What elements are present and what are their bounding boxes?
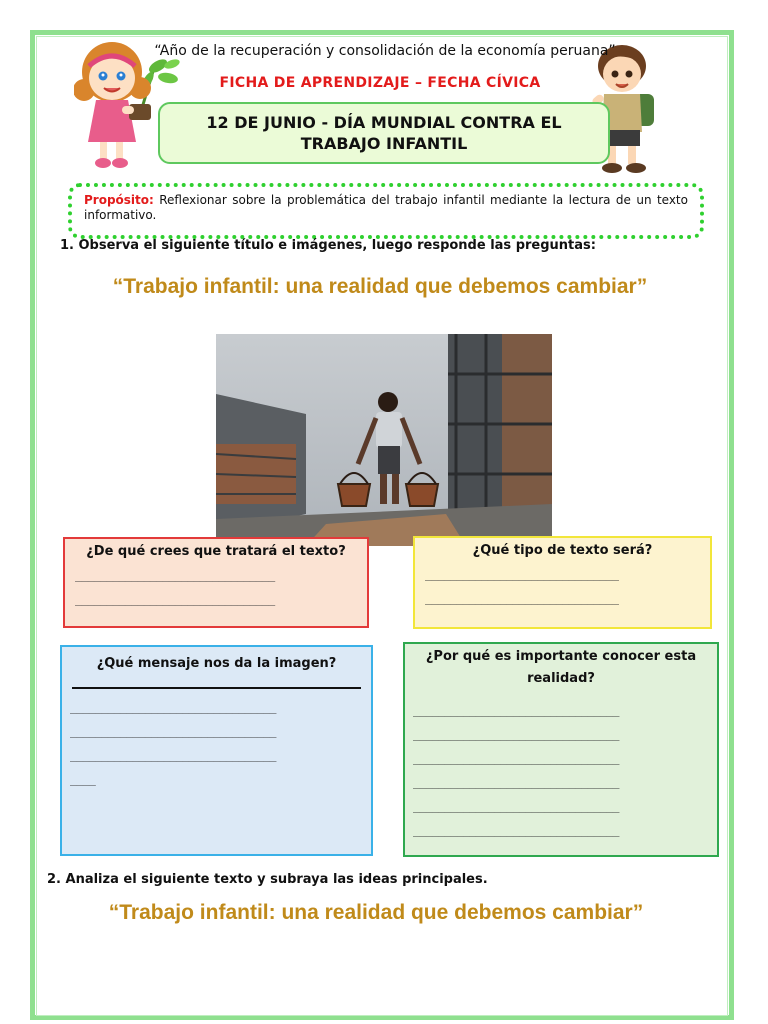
answer-line[interactable]: ________________________________	[75, 568, 275, 582]
answer-line-solid[interactable]	[72, 687, 361, 689]
reading-title-1: “Trabajo infantil: una realidad que debemos cambiar”	[112, 275, 648, 298]
question-1-text: ¿De qué crees que tratará el texto?	[86, 544, 346, 559]
answer-line[interactable]: _________________________________	[413, 727, 619, 741]
purpose-text: Reflexionar sobre la problemática del trabajo infantil mediante la lectura de un texto informativo.	[84, 193, 688, 222]
answer-line[interactable]: _________________________________	[413, 799, 619, 813]
answer-line[interactable]: _________________________________	[413, 703, 619, 717]
worksheet-label: FICHA DE APRENDIZAJE – FECHA CÍVICA	[219, 75, 541, 91]
child-labor-photo	[216, 334, 552, 546]
question-box-1	[63, 537, 369, 628]
question-4-text: ¿Por qué es importante conocer esta realidad?	[425, 649, 697, 686]
answer-line[interactable]: _________________________________	[413, 751, 619, 765]
question-3-text: ¿Qué mensaje nos da la imagen?	[96, 656, 337, 671]
answer-line[interactable]: _________________________________	[70, 700, 276, 714]
answer-line[interactable]: _________________________________	[70, 724, 276, 738]
answer-line[interactable]: _________________________________	[70, 748, 276, 762]
main-title: 12 DE JUNIO - DÍA MUNDIAL CONTRA EL TRABAJO INFANTIL	[206, 113, 562, 153]
section-1-heading: 1. Observa el siguiente título e imágenes, luego responde las preguntas:	[60, 238, 596, 253]
answer-line[interactable]: _______________________________	[425, 567, 618, 581]
answer-line[interactable]: _______________________________	[425, 591, 618, 605]
question-2-text: ¿Qué tipo de texto será?	[472, 543, 653, 558]
question-box-3	[60, 645, 373, 856]
answer-line[interactable]: ________________________________	[75, 592, 275, 606]
main-title-box	[158, 102, 610, 164]
question-box-4	[403, 642, 719, 857]
purpose-label: Propósito:	[84, 193, 154, 207]
question-box-2	[413, 536, 712, 629]
answer-line[interactable]: _________________________________	[413, 775, 619, 789]
answer-line[interactable]: _________________________________	[413, 823, 619, 837]
section-2-heading: 2. Analiza el siguiente texto y subraya las ideas principales.	[47, 872, 488, 887]
year-slogan: “Año de la recuperación y consolidación de la economía peruana”	[154, 43, 616, 59]
answer-line[interactable]: ____	[70, 772, 95, 786]
reading-title-2: “Trabajo infantil: una realidad que debemos cambiar”	[108, 901, 644, 924]
purpose-box	[68, 183, 704, 239]
spacer	[413, 690, 709, 698]
